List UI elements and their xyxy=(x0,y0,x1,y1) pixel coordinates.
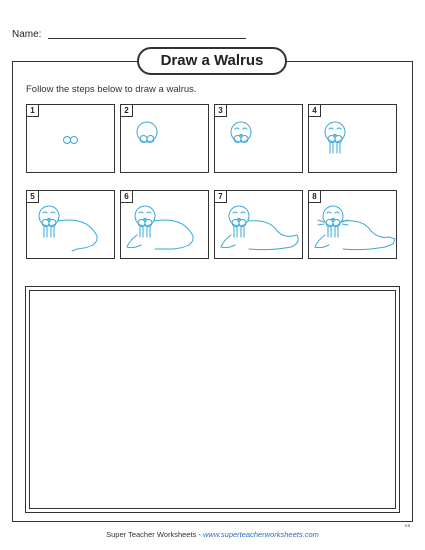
step-box-4 xyxy=(308,104,397,173)
step-5-illustration xyxy=(27,191,116,260)
step-number: 8 xyxy=(309,191,321,203)
footer-brand: Super Teacher Worksheets xyxy=(106,530,197,539)
footer-separator: - xyxy=(196,530,203,539)
step-number: 6 xyxy=(121,191,133,203)
step-number: 3 xyxy=(215,105,227,117)
step-box-8 xyxy=(308,190,397,259)
step-7-illustration xyxy=(215,191,304,260)
step-4-illustration xyxy=(309,105,398,174)
footer xyxy=(0,530,425,539)
drawing-area-inner-border xyxy=(29,290,396,509)
worksheet-title: Draw a Walrus xyxy=(137,47,287,75)
name-label: Name: xyxy=(12,29,42,40)
step-6-illustration xyxy=(121,191,210,260)
instructions-text: Follow the steps below to draw a walrus. xyxy=(26,84,197,95)
step-box-2 xyxy=(120,104,209,173)
step-8-illustration xyxy=(309,191,398,260)
step-box-7 xyxy=(214,190,303,259)
step-number: 5 xyxy=(27,191,39,203)
step-number: 7 xyxy=(215,191,227,203)
drawing-area[interactable] xyxy=(25,286,400,513)
step-1-illustration xyxy=(27,105,116,174)
step-3-illustration xyxy=(215,105,304,174)
name-line[interactable] xyxy=(48,38,246,39)
step-number: 1 xyxy=(27,105,39,117)
step-box-3 xyxy=(214,104,303,173)
footer-link[interactable]: www.superteacherworksheets.com xyxy=(202,530,319,539)
step-box-1 xyxy=(26,104,115,173)
step-box-6 xyxy=(120,190,209,259)
step-2-illustration xyxy=(121,105,210,174)
step-number: 4 xyxy=(309,105,321,117)
step-box-5 xyxy=(26,190,115,259)
step-number: 2 xyxy=(121,105,133,117)
page-code: KS xyxy=(405,523,411,528)
